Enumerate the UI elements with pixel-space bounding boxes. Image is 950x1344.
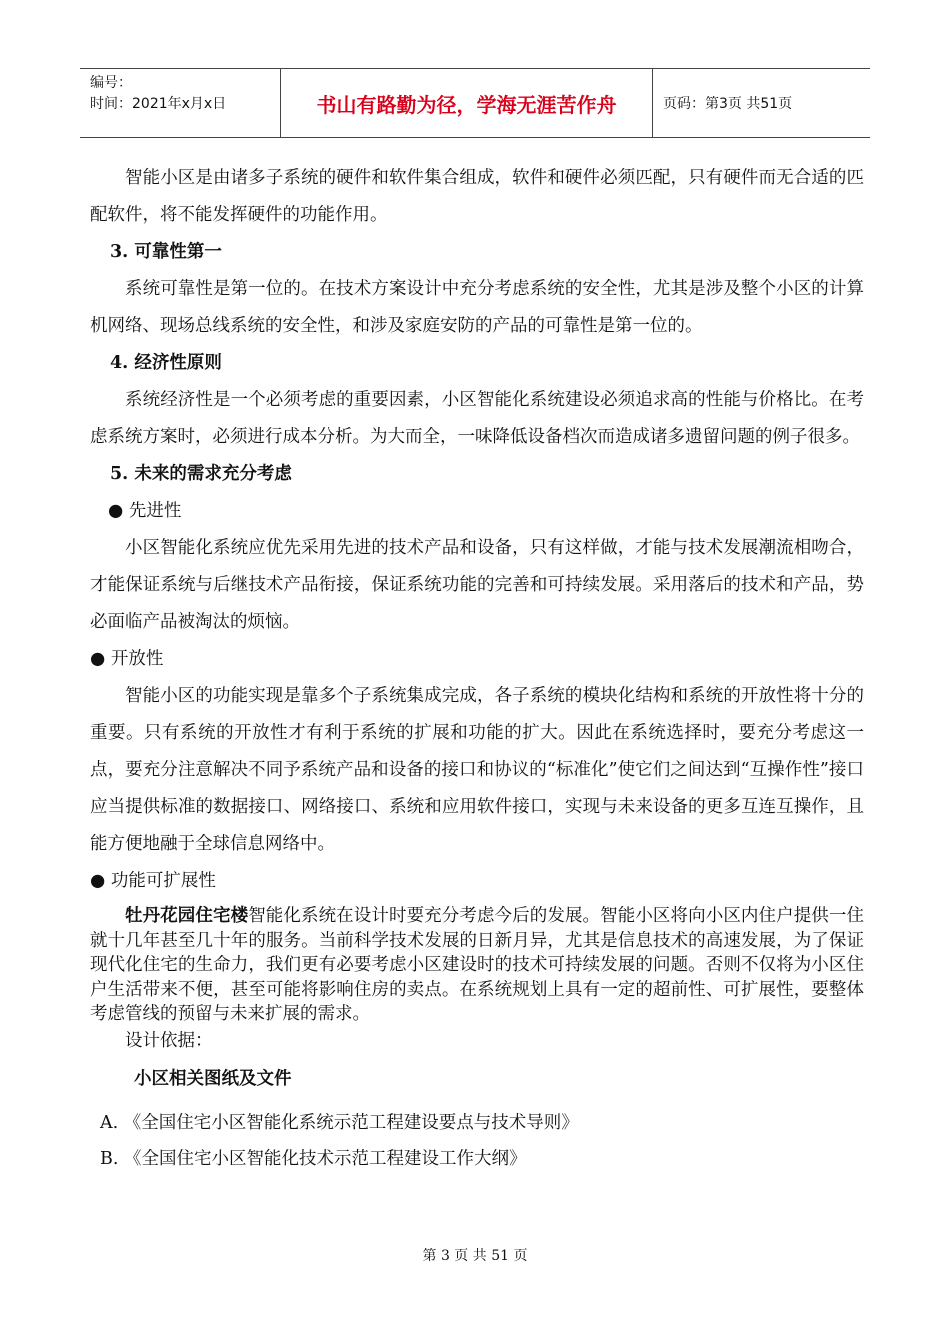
paragraph-extensibility: [90, 904, 864, 1027]
bullet-openness: ● 开放性: [90, 649, 164, 669]
reference-b: B. 《全国住宅小区智能化技术示范工程建设工作大纲》: [100, 1149, 527, 1169]
heading-reliability: 3. 可靠性第一: [110, 242, 222, 262]
paragraph-extensibility-text: 智能化系统在设计时要充分考虑今后的发展。智能小区将向小区内住户提供一住就十几年甚至几十年的服务。当前科学技术发展的日新月异，尤其是信息技术的高速发展，为了保证现代化住宅的生命力，我们更有必要考虑小区建设时的技术可持续发展的问题。否则不仅将为小区住户生活带来不便，甚至可能将影响住房的卖点。在系统规划上具有一定的超前性、可扩展性，要整体考虑管线的预留与未来扩展的需求。: [90, 906, 865, 1024]
header-motto: 书山有路勤为径，学海无涯苦作舟: [281, 69, 653, 137]
paragraph-design-basis: 设计依据：: [125, 1030, 213, 1051]
heading-economy: 4. 经济性原则: [110, 353, 222, 373]
doc-code: 编号：: [90, 75, 132, 91]
reference-a: A. 《全国住宅小区智能化系统示范工程建设要点与技术导则》: [100, 1113, 579, 1133]
doc-time: 时间：2021年x月x日: [90, 96, 227, 112]
paragraph-reliability: 系统可靠性是第一位的。在技术方案设计中充分考虑系统的安全性，尤其是涉及整个小区的计算机网络、现场总线系统的安全性，和涉及家庭安防的产品的可靠性是第一位的。: [90, 279, 864, 336]
page-header: [80, 68, 870, 138]
heading-future-needs: 5. 未来的需求充分考虑: [110, 464, 292, 484]
project-name: 牡丹花园住宅楼: [125, 906, 249, 926]
document-body: [90, 160, 864, 1177]
paragraph-software-hardware: 智能小区是由诸多子系统的硬件和软件集合组成，软件和硬件必须匹配，只有硬件而无合适的匹配软件，将不能发挥硬件的功能作用。: [90, 168, 864, 225]
page-footer: 第 3 页 共 51 页: [422, 1248, 528, 1264]
paragraph-advanced: 小区智能化系统应优先采用先进的技术产品和设备，只有这样做，才能与技术发展潮流相吻合，才能保证系统与后继技术产品衔接，保证系统功能的完善和可持续发展。采用落后的技术和产品，势必面临产品被淘汰的烦恼。: [90, 538, 864, 632]
paragraph-openness: 智能小区的功能实现是靠多个子系统集成完成，各子系统的模块化结构和系统的开放性将十分的重要。只有系统的开放性才有利于系统的扩展和功能的扩大。因此在系统选择时，要充分考虑这一点，要充分注意解决不同予系统产品和设备的接口和协议的“标准化”使它们之间达到“互操作性”接口应当提供标准的数据接口、网络接口、系统和应用软件接口，实现与未来设备的更多互连互操作，且能方便地融于全球信息网络中。: [90, 686, 864, 854]
subheading-documents: 小区相关图纸及文件: [134, 1069, 292, 1089]
bullet-advanced: ● 先进性: [108, 501, 182, 521]
header-page-info: 页码：第3页 共51页: [663, 96, 793, 112]
paragraph-economy: 系统经济性是一个必须考虑的重要因素，小区智能化系统建设必须追求高的性能与价格比。在考虑系统方案时，必须进行成本分析。为大而全，一味降低设备档次而造成诸多遗留问题的例子很多。: [90, 390, 864, 447]
header-meta: [80, 69, 281, 137]
bullet-extensibility: ● 功能可扩展性: [90, 871, 216, 891]
